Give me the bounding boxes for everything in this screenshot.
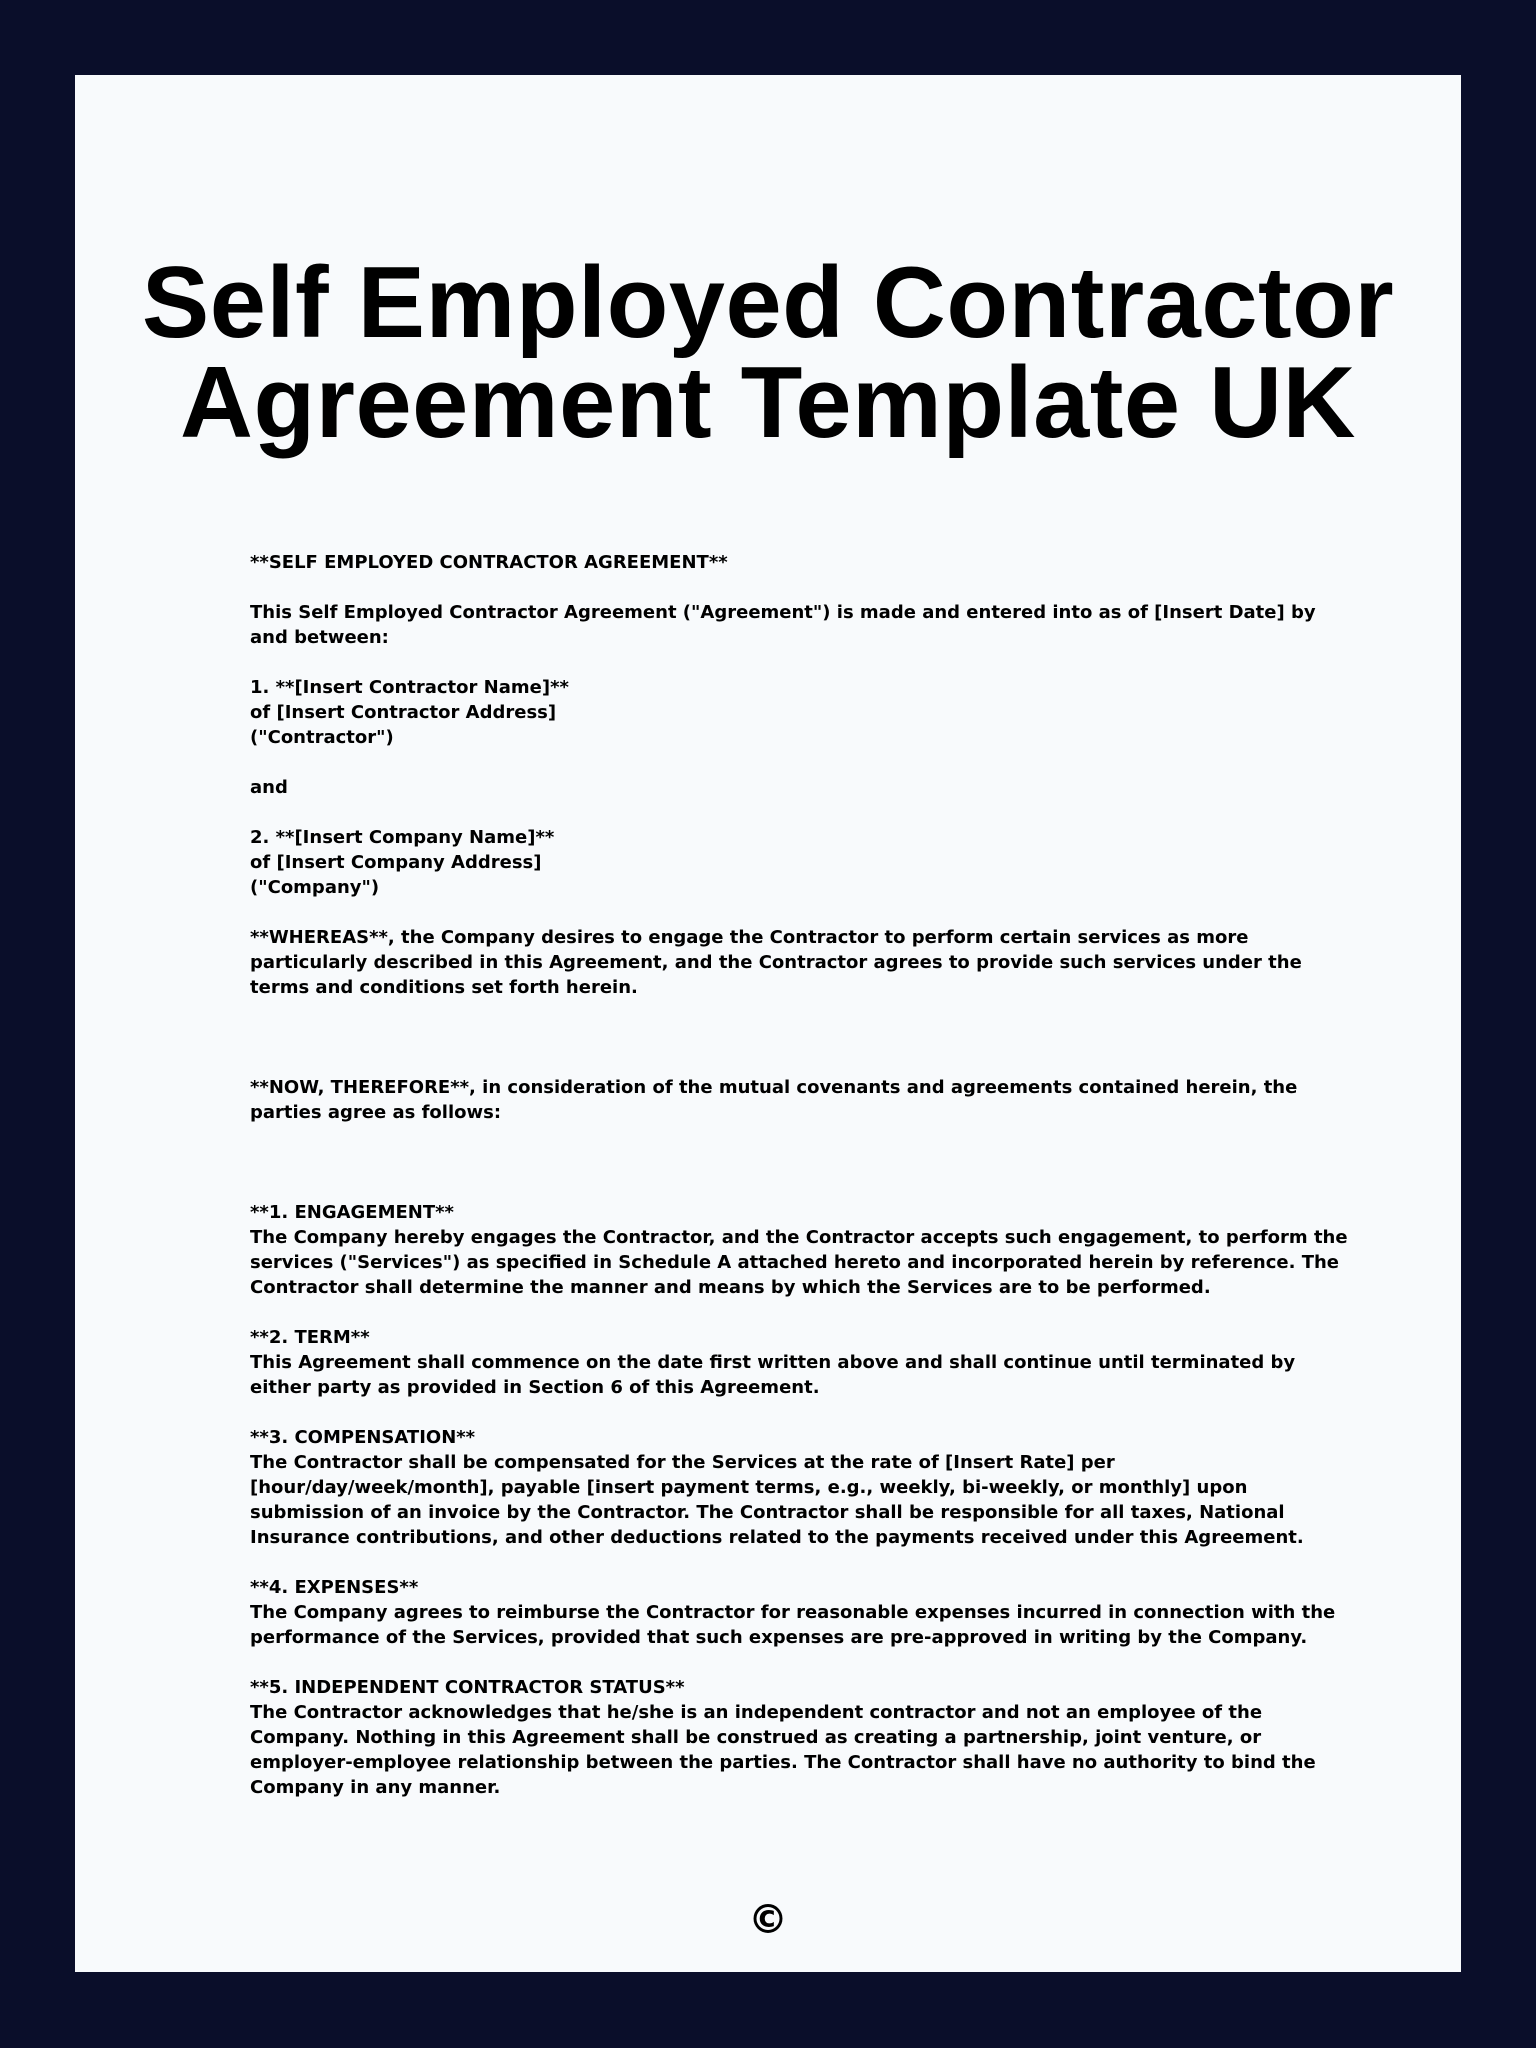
text-line: [hour/day/week/month], payable [insert payment terms, e.g., weekly, bi-weekly, or monthly] upon: [250, 1477, 1248, 1498]
blank-line: [250, 1400, 1290, 1425]
text-line: performance of the Services, provided that such expenses are pre-approved in writing by the Company.: [250, 1627, 1308, 1648]
text-line: of [Insert Contractor Address]: [250, 702, 557, 723]
blank-line: [250, 750, 1290, 775]
agreement-body: [250, 550, 1348, 1800]
text-line: This Agreement shall commence on the date first written above and shall continue until terminated by: [250, 1352, 1296, 1373]
blank-line: [250, 800, 1290, 825]
text-line: employer-employee relationship between the parties. The Contractor shall have no authority to bind the: [250, 1752, 1316, 1773]
blank-line: [250, 1150, 1290, 1175]
text-line: services ("Services") as specified in Schedule A attached hereto and incorporated herein by reference. The: [250, 1252, 1339, 1273]
text-line: Company. Nothing in this Agreement shall be construed as creating a partnership, joint venture, or: [250, 1727, 1262, 1748]
blank-line: [250, 1650, 1290, 1675]
text-line: 2. **[Insert Company Name]**: [250, 827, 555, 848]
blank-line: [250, 650, 1290, 675]
text-line: either party as provided in Section 6 of this Agreement.: [250, 1377, 820, 1398]
text-line: 1. **[Insert Contractor Name]**: [250, 677, 569, 698]
text-line: **NOW, THEREFORE**, in consideration of the mutual covenants and agreements contained herein, the: [250, 1077, 1298, 1098]
text-line: Contractor shall determine the manner and means by which the Services are to be performed.: [250, 1277, 1211, 1298]
text-line: and between:: [250, 627, 389, 648]
blank-line: [250, 1050, 1290, 1075]
blank-line: [250, 1550, 1290, 1575]
text-line: Insurance contributions, and other deductions related to the payments received under this Agreement.: [250, 1527, 1304, 1548]
blank-line: [250, 1175, 1290, 1200]
blank-line: [250, 575, 1290, 600]
text-line: **3. COMPENSATION**: [250, 1427, 476, 1448]
blank-line: [250, 900, 1290, 925]
text-line: The Company agrees to reimburse the Contractor for reasonable expenses incurred in connection with the: [250, 1602, 1336, 1623]
text-line: **WHEREAS**, the Company desires to engage the Contractor to perform certain services as more: [250, 927, 1249, 948]
document-title: [75, 247, 1461, 459]
text-line: Company in any manner.: [250, 1777, 501, 1798]
text-line: **4. EXPENSES**: [250, 1577, 419, 1598]
text-line: ("Contractor"): [250, 727, 394, 748]
blank-line: [250, 1300, 1290, 1325]
text-line: The Contractor acknowledges that he/she is an independent contractor and not an employee of the: [250, 1702, 1263, 1723]
text-line: This Self Employed Contractor Agreement ("Agreement") is made and entered into as of [Insert Date] by: [250, 602, 1316, 623]
text-line: and: [250, 777, 288, 798]
blank-line: [250, 1025, 1290, 1050]
text-line: The Contractor shall be compensated for the Services at the rate of [Insert Rate] per: [250, 1452, 1115, 1473]
blank-line: [250, 1125, 1290, 1150]
text-line: of [Insert Company Address]: [250, 852, 542, 873]
blank-line: [250, 1000, 1290, 1025]
text-line: **1. ENGAGEMENT**: [250, 1202, 454, 1223]
text-line: ("Company"): [250, 877, 380, 898]
text-line: parties agree as follows:: [250, 1102, 502, 1123]
copyright-symbol: ©: [748, 1897, 788, 1943]
text-line: The Company hereby engages the Contractor, and the Contractor accepts such engagement, to perform the: [250, 1227, 1348, 1248]
text-line: submission of an invoice by the Contractor. The Contractor shall be responsible for all taxes, National: [250, 1502, 1285, 1523]
text-line: particularly described in this Agreement, and the Contractor agrees to provide such services under the: [250, 952, 1302, 973]
text-line: terms and conditions set forth herein.: [250, 977, 638, 998]
text-line: **2. TERM**: [250, 1327, 370, 1348]
document-page: [75, 75, 1461, 1972]
text-line: **SELF EMPLOYED CONTRACTOR AGREEMENT**: [250, 552, 728, 573]
title-line-1: Self Employed Contractor: [141, 247, 1395, 359]
text-line: **5. INDEPENDENT CONTRACTOR STATUS**: [250, 1677, 685, 1698]
title-line-2: Agreement Template UK: [180, 347, 1356, 459]
